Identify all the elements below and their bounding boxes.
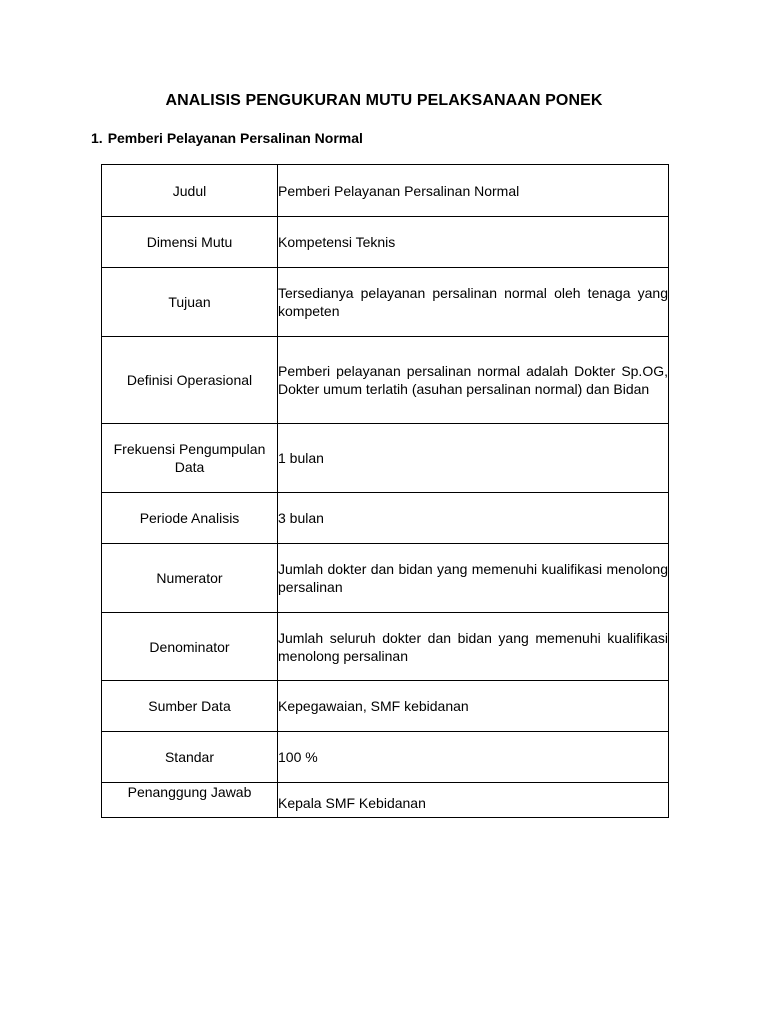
row-label-periode-analisis: Periode Analisis (102, 493, 278, 544)
row-value-judul: Pemberi Pelayanan Persalinan Normal (278, 165, 669, 217)
table-row (102, 493, 669, 544)
table-row (102, 424, 669, 493)
table-row (102, 732, 669, 783)
section-heading-text: Pemberi Pelayanan Persalinan Normal (107, 130, 363, 146)
row-value-frekuensi: 1 bulan (278, 424, 669, 493)
row-value-tujuan: Tersedianya pelayanan persalinan normal oleh tenaga yang kompeten (278, 268, 669, 337)
row-label-penanggung-jawab: Penanggung Jawab (102, 783, 278, 818)
section-heading (91, 130, 363, 146)
row-value-definisi-operasional: Pemberi pelayanan persalinan normal adalah Dokter Sp.OG, Dokter umum terlatih (asuhan persalinan normal) dan Bidan (278, 337, 669, 424)
row-label-denominator: Denominator (102, 613, 278, 681)
table-row (102, 217, 669, 268)
row-label-standar: Standar (102, 732, 278, 783)
row-value-periode-analisis: 3 bulan (278, 493, 669, 544)
row-value-standar: 100 % (278, 732, 669, 783)
table-row (102, 165, 669, 217)
row-label-dimensi-mutu: Dimensi Mutu (102, 217, 278, 268)
row-label-definisi-operasional: Definisi Operasional (102, 337, 278, 424)
document-title: ANALISIS PENGUKURAN MUTU PELAKSANAAN PONEK (165, 92, 603, 109)
row-value-dimensi-mutu: Kompetensi Teknis (278, 217, 669, 268)
table-row (102, 613, 669, 681)
table-row (102, 268, 669, 337)
table-row (102, 337, 669, 424)
row-label-judul: Judul (102, 165, 278, 217)
row-label-sumber-data: Sumber Data (102, 681, 278, 732)
row-label-frekuensi: Frekuensi Pengumpulan Data (102, 424, 278, 493)
indicator-table (101, 164, 669, 818)
row-value-sumber-data: Kepegawaian, SMF kebidanan (278, 681, 669, 732)
table-row (102, 681, 669, 732)
table-row (102, 544, 669, 613)
row-value-numerator: Jumlah dokter dan bidan yang memenuhi kualifikasi menolong persalinan (278, 544, 669, 613)
row-value-penanggung-jawab: Kepala SMF Kebidanan (278, 783, 669, 818)
table-row (102, 783, 669, 818)
section-number: 1. (91, 130, 103, 146)
row-value-denominator: Jumlah seluruh dokter dan bidan yang memenuhi kualifikasi menolong persalinan (278, 613, 669, 681)
row-label-tujuan: Tujuan (102, 268, 278, 337)
row-label-numerator: Numerator (102, 544, 278, 613)
